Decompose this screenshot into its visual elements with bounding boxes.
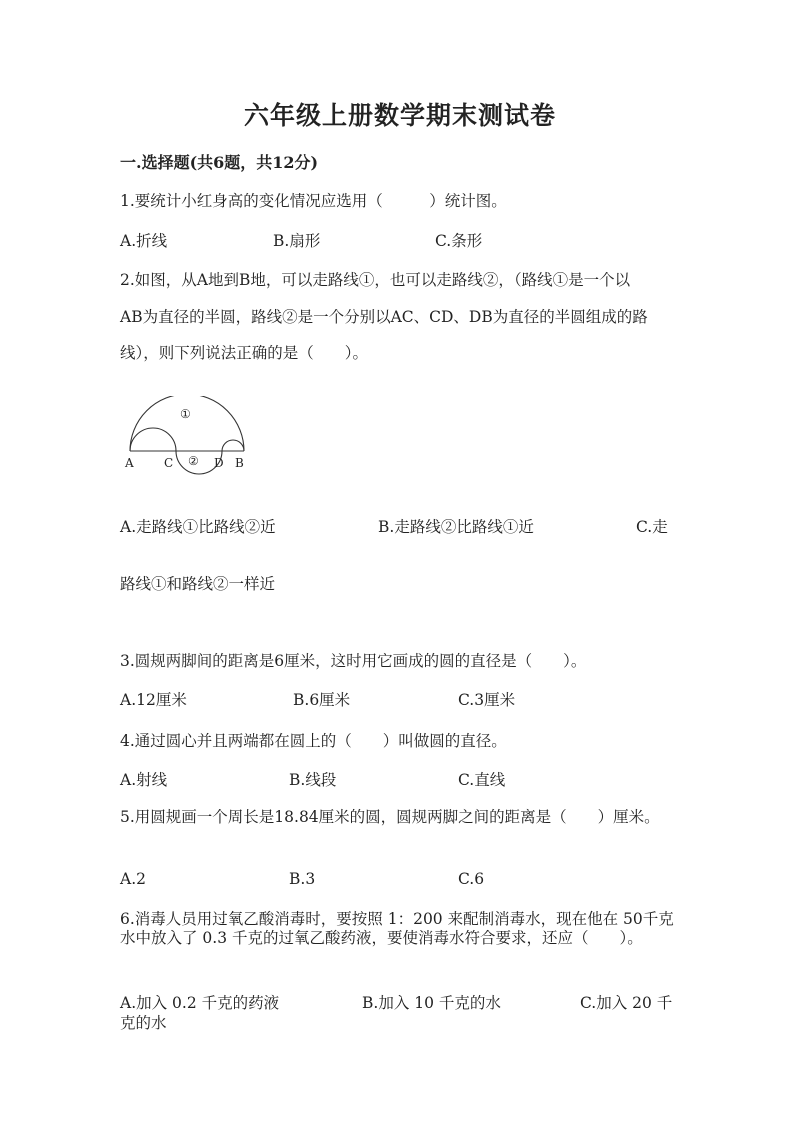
q5-option-c: C.6 bbox=[458, 870, 485, 888]
page-title: 六年级上册数学期末测试卷 bbox=[243, 101, 556, 130]
point-b-label: B bbox=[235, 456, 244, 470]
point-c-label: C bbox=[164, 456, 174, 470]
question-2-line-1: 2.如图，从A地到B地，可以走路线①，也可以走路线②，（路线①是一个以 bbox=[120, 271, 631, 289]
point-d-label: D bbox=[214, 456, 224, 470]
q1-option-b: B.扇形 bbox=[273, 232, 321, 250]
section-heading: 一.选择题(共6题，共12分) bbox=[120, 153, 319, 172]
q2-option-a: A.走路线①比路线②近 bbox=[120, 518, 276, 536]
question-3: 3.圆规两脚间的距离是6厘米，这时用它画成的圆的直径是（ ）。 bbox=[120, 652, 587, 670]
route-2-label: ② bbox=[188, 454, 199, 468]
q2-option-c-continued: 路线①和路线②一样近 bbox=[120, 575, 276, 593]
route-2-arc-ac bbox=[130, 428, 176, 451]
q1-option-c: C.条形 bbox=[435, 232, 483, 250]
point-a-label: A bbox=[125, 456, 134, 470]
q4-option-a: A.射线 bbox=[120, 771, 168, 789]
q5-option-a: A.2 bbox=[120, 870, 146, 888]
q5-option-b: B.3 bbox=[289, 870, 316, 888]
question-2-line-3: 线），则下列说法正确的是（ ）。 bbox=[120, 344, 369, 362]
question-6: 6.消毒人员用过氧乙酸消毒时，要按照 1：200 来配制消毒水，现在他在 50千克水中放入了 0.3 千克的过氧乙酸药液，要使消毒水符合要求，还应（ ）。 bbox=[120, 910, 674, 947]
q4-option-c: C.直线 bbox=[458, 771, 506, 789]
q3-option-a: A.12厘米 bbox=[120, 691, 187, 709]
q4-option-b: B.线段 bbox=[289, 771, 337, 789]
q6-option-c-continued: 克的水 bbox=[120, 1014, 167, 1032]
question-2-line-2: AB为直径的半圆，路线②是一个分别以AC、CD、DB为直径的半圆组成的路 bbox=[120, 308, 648, 326]
q6-option-a: A.加入 0.2 千克的药液 bbox=[120, 994, 280, 1012]
q6-option-c: C.加入 20 千 bbox=[580, 994, 673, 1012]
route-1-semicircle bbox=[130, 396, 244, 451]
question-5: 5.用圆规画一个周长是18.84厘米的圆，圆规两脚之间的距离是（ ）厘米。 bbox=[120, 808, 660, 826]
q2-option-c: C.走 bbox=[636, 518, 668, 536]
q2-option-b: B.走路线②比路线①近 bbox=[378, 518, 534, 536]
q1-option-a: A.折线 bbox=[120, 232, 168, 250]
q6-option-b: B.加入 10 千克的水 bbox=[362, 994, 501, 1012]
route-diagram bbox=[118, 396, 258, 476]
question-4: 4.通过圆心并且两端都在圆上的（ ）叫做圆的直径。 bbox=[120, 732, 507, 750]
q3-option-b: B.6厘米 bbox=[293, 691, 351, 709]
question-1: 1.要统计小红身高的变化情况应选用（ ）统计图。 bbox=[120, 192, 507, 210]
route-1-label: ① bbox=[180, 407, 191, 421]
q3-option-c: C.3厘米 bbox=[458, 691, 516, 709]
route-2-arc-db bbox=[222, 440, 244, 451]
